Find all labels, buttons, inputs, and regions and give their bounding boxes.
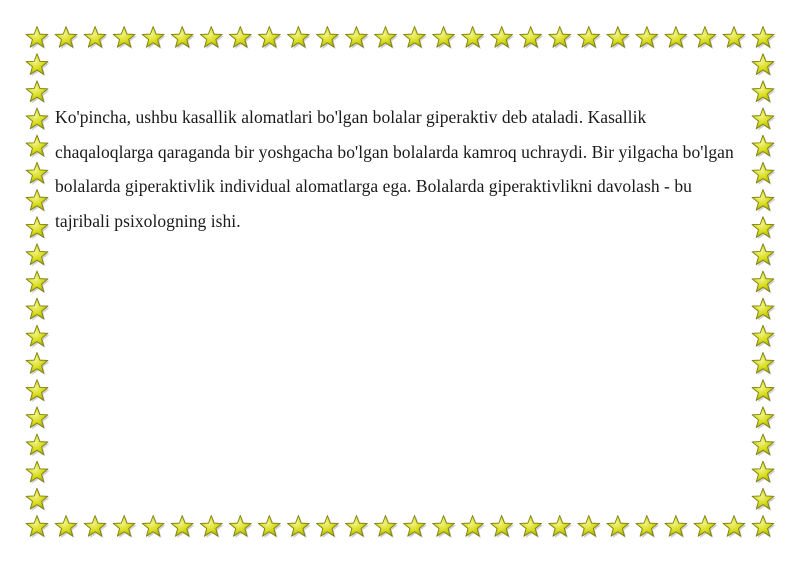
star-icon — [55, 27, 78, 50]
star-icon — [26, 81, 49, 104]
star-icon — [84, 516, 107, 539]
star-icon — [229, 27, 252, 50]
star-icon — [549, 27, 572, 50]
body-paragraph: Ko'pincha, ushbu kasallik alomatlari bo'lgan bolalar giperaktiv deb ataladi. Kasallik chaqaloqlarga qaraganda bir yoshgacha bo'lgan bolalarda kamroq uchraydi. Bir yilgacha bo'lgan bolalarda giperaktivlik individual alomatlarga ega. Bolalarda giperaktivlikni davolash - bu tajribali psixologning ishi. — [55, 107, 734, 231]
star-icon — [113, 27, 136, 50]
star-icon — [142, 27, 165, 50]
star-icon — [752, 380, 775, 403]
star-icon — [694, 27, 717, 50]
star-icon — [462, 27, 485, 50]
star-icon — [229, 516, 252, 539]
star-icon — [752, 27, 775, 50]
star-icon — [752, 516, 775, 539]
star-icon — [200, 27, 223, 50]
star-icon — [26, 488, 49, 511]
star-icon — [26, 325, 49, 348]
star-icon — [549, 516, 572, 539]
star-icon — [607, 516, 630, 539]
star-icon — [752, 461, 775, 484]
star-icon — [752, 108, 775, 131]
star-icon — [752, 325, 775, 348]
star-icon — [316, 27, 339, 50]
star-icon — [491, 516, 514, 539]
star-icon — [404, 516, 427, 539]
star-icon — [55, 516, 78, 539]
star-icon — [578, 27, 601, 50]
star-icon — [752, 135, 775, 158]
star-icon — [375, 516, 398, 539]
star-icon — [113, 516, 136, 539]
star-icon — [26, 271, 49, 294]
star-icon — [752, 217, 775, 240]
star-icon — [491, 27, 514, 50]
star-icon — [752, 407, 775, 430]
star-icon — [578, 516, 601, 539]
star-icon — [26, 353, 49, 376]
star-icon — [84, 27, 107, 50]
star-icon — [694, 516, 717, 539]
star-icon — [636, 27, 659, 50]
star-icon — [520, 516, 543, 539]
star-icon — [346, 27, 369, 50]
star-icon — [26, 27, 49, 50]
star-icon — [752, 353, 775, 376]
star-icon — [752, 298, 775, 321]
star-icon — [26, 190, 49, 213]
star-icon — [200, 516, 223, 539]
star-icon — [258, 27, 281, 50]
star-icon — [752, 162, 775, 185]
star-icon — [723, 516, 746, 539]
star-icon — [404, 27, 427, 50]
star-icon — [26, 108, 49, 131]
star-icon — [433, 516, 456, 539]
star-icon — [287, 27, 310, 50]
star-icon — [520, 27, 543, 50]
star-icon — [171, 516, 194, 539]
star-icon — [636, 516, 659, 539]
star-icon — [26, 434, 49, 457]
star-icon — [26, 298, 49, 321]
star-icon — [462, 516, 485, 539]
star-icon — [26, 380, 49, 403]
star-icon — [665, 516, 688, 539]
star-icon — [26, 244, 49, 267]
star-icon — [26, 162, 49, 185]
star-icon — [26, 516, 49, 539]
star-icon — [26, 461, 49, 484]
star-icon — [752, 488, 775, 511]
star-icon — [752, 190, 775, 213]
star-icon — [26, 407, 49, 430]
star-icon — [171, 27, 194, 50]
star-icon — [752, 81, 775, 104]
star-icon — [433, 27, 456, 50]
star-icon — [287, 516, 310, 539]
star-icon — [752, 244, 775, 267]
star-icon — [142, 516, 165, 539]
star-icon — [316, 516, 339, 539]
star-icon — [752, 54, 775, 77]
star-icon — [665, 27, 688, 50]
star-icon — [26, 217, 49, 240]
star-icon — [752, 271, 775, 294]
star-icon — [26, 135, 49, 158]
star-icon — [723, 27, 746, 50]
star-icon — [26, 54, 49, 77]
star-icon — [375, 27, 398, 50]
star-icon — [258, 516, 281, 539]
star-icon — [346, 516, 369, 539]
star-icon — [607, 27, 630, 50]
star-icon — [752, 434, 775, 457]
